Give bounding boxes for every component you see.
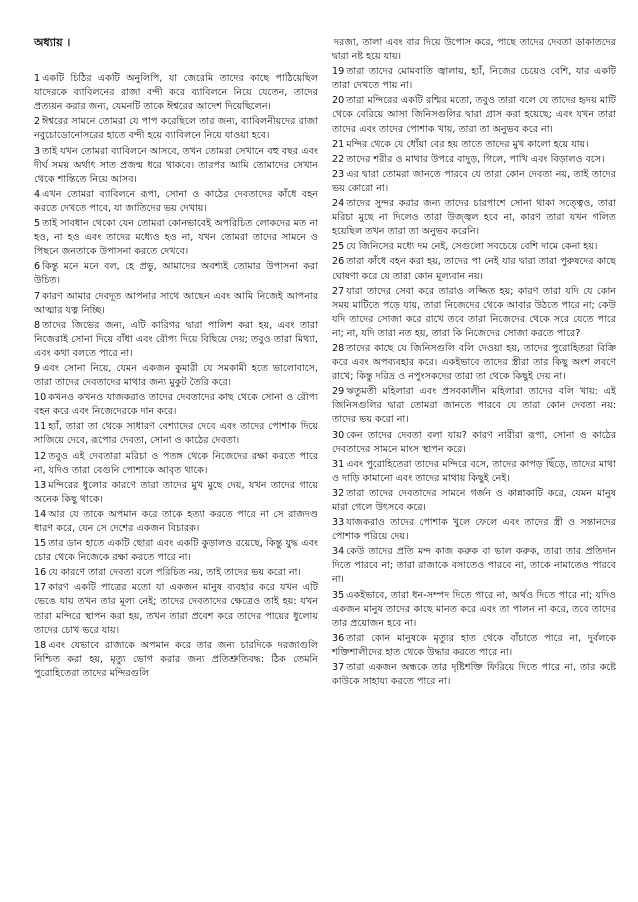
verse-text: হ্যাঁ, তারা তা থেকে সাধারণ বেশ্যাদের দেবে এবং তাদের পোশাক দিয়ে সাজিয়ে দেবে, রূপোর দেবতা, সোনা ও কাঠের দেবতা। bbox=[34, 421, 318, 447]
verse-number: 22 bbox=[332, 153, 345, 165]
verse-text: কারণ একটি পাত্রের মতো যা একজন মানুষ ব্যবহার করে যখন এটি ভেঙে যায় তখন তার মূল্য নেই; তাদের দেবতাদের ক্ষেত্রেও তাই হয়: যখন তারা মন্দিরে স্থাপন করা হয়, তখন তারা প্রবেশ করে তাদের পায়ের ধুলোয় তাদের চোখ ভরে যায়। bbox=[34, 582, 318, 636]
verse-number: 2 bbox=[34, 116, 41, 128]
verse bbox=[332, 285, 616, 341]
verse-text: তারা কাঁধে বহন করা হয়, তাদের পা নেই যার দ্বারা তারা পুরুষদের কাছে ঘোষণা করে যে তারা কোন মূল্যবান নয়। bbox=[332, 256, 616, 282]
verse-text: কারণ আমার দেবদূত আপনার সাথে আছেন এবং আমি নিজেই আপনার আত্মার যত্ন নিচ্ছি। bbox=[34, 290, 318, 316]
verse-text: ঈশ্বরের সামনে তোমরা যে পাপ করেছিলে তার জন্য, ব্যাবিলনীয়দের রাজা নবুচোডোনোসরের হাতে বন্দী হয়ে ব্যাবিলনে নিয়ে যাওয়া হবে। bbox=[34, 116, 318, 142]
verse-text: তাদের জিভের জন্য, এটি কারিগর দ্বারা পালিশ করা হয়, এবং তারা নিজেরাই সোনা দিয়ে বাঁধা এবং রৌপ্য দিয়ে বিছিয়ে দেয়; তবুও তারা মিথ্যা, এবং কথা বলতে পারে না। bbox=[34, 319, 318, 359]
verse bbox=[332, 589, 616, 631]
verse bbox=[332, 240, 616, 254]
verse-text: এবং যেভাবে রাজাকে অপমান করে তার জন্য চারদিকে দরজাগুলি নিশ্চিত করা হয়, মৃত্যু ভোগ করার জন্য প্রতিশ্রুতিবদ্ধ: ঠিক তেমনি পুরোহিতেরা তাদের মন্দিরগুলি bbox=[34, 639, 318, 679]
verse bbox=[332, 138, 616, 152]
left-verse-list bbox=[34, 72, 318, 681]
verse bbox=[34, 319, 318, 361]
verse bbox=[332, 661, 616, 689]
verse-number: 1 bbox=[34, 73, 41, 85]
verse bbox=[332, 487, 616, 515]
verse-number: 25 bbox=[332, 241, 345, 253]
verse-number: 30 bbox=[332, 429, 345, 441]
verse-number: 12 bbox=[34, 450, 47, 462]
verse-number: 7 bbox=[34, 290, 41, 302]
verse-text: তাই সাবধান থেকো যেন তোমরা কোনভাবেই অপরিচিত লোকদের মত না হও, না হও এবং তাদের মধ্যেও হও না, যখন তোমরা তাদের সামনে ও পিছনে জনতাকে উপাসনা করতে দেখবে। bbox=[34, 218, 318, 258]
verse-text: আর যে তাকে অপমান করে তাকে হত্যা করতে পারে না সে রাজদণ্ড ধারণ করে, যেন সে দেশের একজন বিচারক। bbox=[34, 508, 318, 534]
verse-number: 37 bbox=[332, 662, 345, 674]
verse-number: 20 bbox=[332, 95, 345, 107]
verse-number: 16 bbox=[34, 567, 47, 579]
verse-text: তারা তাদের মোমবাতি জ্বালায়, হ্যাঁ, নিজের চেয়েও বেশি, যার একটি তারা দেখতে পায় না। bbox=[332, 66, 616, 92]
verse bbox=[332, 458, 616, 486]
verse bbox=[332, 255, 616, 283]
verse-number: 17 bbox=[34, 582, 47, 594]
verse bbox=[34, 420, 318, 448]
verse bbox=[332, 65, 616, 93]
verse bbox=[34, 581, 318, 637]
verse-text: এর দ্বারা তোমরা জানতে পারবে যে তারা কোন দেবতা নয়, তাই তাদের ভয় কোরো না। bbox=[332, 168, 616, 194]
left-column bbox=[34, 36, 318, 682]
verse bbox=[332, 385, 616, 427]
verse bbox=[34, 290, 318, 318]
verse-number: 34 bbox=[332, 546, 345, 558]
verse-text: যে জিনিসের মধ্যে দম নেই, সেগুলো সবচেয়ে বেশি দামে কেনা হয়। bbox=[346, 241, 598, 253]
verse-number: 28 bbox=[332, 342, 345, 354]
verse-number: 19 bbox=[332, 66, 345, 78]
verse-text: তাদের সুন্দর করার জন্য তাদের চারপাশে সোনা থাকা সত্ত্বেও, তারা মরিচা মুছে না দিলেও তারা উজ্জ্বল হবে না, কারণ তারা যখন গলিত হয়েছিল তখন তারা তা অনুভব করেনি। bbox=[332, 198, 616, 238]
verse-text: তারা মন্দিরের একটি রশ্মির মতো, তবুও তারা বলে যে তাদের হৃদয় মাটি থেকে বেরিয়ে আসা জিনিসগুলির দ্বারা গ্রাস করা হয়েছে; এবং যখন তারা তাদের এবং তাদের পোশাক খায়, তারা তা অনুভব করে না। bbox=[332, 95, 616, 135]
verse bbox=[332, 36, 616, 64]
verse-text: তবুও এই দেবতারা মরিচা ও পতঙ্গ থেকে নিজেদের রক্ষা করতে পারে না, যদিও তারা বেগুনি পোশাকে আবৃত থাকে। bbox=[34, 450, 318, 476]
verse bbox=[34, 537, 318, 565]
verse-text: একটি চিঠির একটি অনুলিপি, যা জেরেমি তাদের কাছে পাঠিয়েছিল যাদেরকে ব্যাবিলনের রাজা বন্দী করে ব্যাবিলনে নিয়ে যেতেন, তাদের প্রত্যয়ন করার জন্য, যেমনটি তাকে ঈশ্বরের আদেশ দিয়েছিলেন। bbox=[34, 73, 318, 113]
verse-text: তাদের কাছে যে জিনিসগুলি বলি দেওয়া হয়, তাদের পুরোহিতরা বিক্রি করে এবং অপব্যবহার করে। একইভাবে তাদের স্ত্রীরা তার কিছু অংশ লবণে রাখে; কিন্তু দরিদ্র ও নপুংসকদের তারা তা থেকে কিছুই দেয় না। bbox=[332, 342, 616, 383]
verse-text: মন্দির থেকে যে ধোঁয়া বের হয় তাতে তাদের মুখ কালো হয়ে যায়। bbox=[346, 138, 589, 150]
verse bbox=[34, 260, 318, 288]
verse-text: তাই যখন তোমরা ব্যাবিলনে আসবে, তখন তোমরা সেখানে বহু বছর এবং দীর্ঘ সময় অর্থাৎ সাত প্রজন্ম ধরে থাকবে। তারপর আমি তোমাদের সেখান থেকে শান্তিতে নিয়ে আসব। bbox=[34, 145, 318, 185]
verse-text: মন্দিরের ধুলোর কারণে তারা তাদের মুখ মুছে দেয়, যখন তাদের গায়ে অনেক কিছু থাকে। bbox=[34, 479, 318, 505]
verse-text: এখন তোমরা ব্যাবিলনে রূপা, সোনা ও কাঠের দেবতাদের কাঁধে বহন করতে দেখতে পাবে, যা জাতিদের ভয় দেখায়। bbox=[34, 188, 318, 214]
verse-text: ঋতুমতী মহিলারা এবং প্রসবকালীন মহিলারা তাদের বলি খায়: এই জিনিসগুলির দ্বারা তোমরা জানতে পারবে যে তারা কোন দেবতা নয়: তাদের ভয় করো না। bbox=[332, 386, 616, 426]
verse-number: 23 bbox=[332, 168, 345, 180]
verse-number: 13 bbox=[34, 479, 47, 491]
verse bbox=[34, 217, 318, 259]
verse-text: এবং পুরোহিতেরা তাদের মন্দিরে বসে, তাদের কাপড় ছিঁড়ে, তাদের মাথা ও দাড়ি কামানো এবং তাদের মাথায় কিছুই নেই। bbox=[332, 458, 616, 484]
verse bbox=[34, 188, 318, 216]
verse bbox=[34, 508, 318, 536]
verse-number: 11 bbox=[34, 421, 47, 433]
verse-text: দরজা, তালা এবং বার দিয়ে উপোস করে, পাছে তাদের দেবতা ডাকাতদের দ্বারা নষ্ট হয়ে যায়। bbox=[332, 37, 616, 63]
verse bbox=[332, 153, 616, 167]
verse bbox=[332, 342, 616, 384]
verse bbox=[34, 479, 318, 507]
verse bbox=[332, 197, 616, 239]
verse bbox=[34, 362, 318, 390]
verse bbox=[34, 72, 318, 114]
verse-number: 27 bbox=[332, 285, 345, 297]
verse-text: কখনও কখনও যাজকরাও তাদের দেবতাদের কাছ থেকে সোনা ও রৌপ্য বহন করে এবং নিজেদেরকে দান করে। bbox=[34, 392, 318, 418]
verse-text: তারা একজন অন্ধকে তার দৃষ্টিশক্তি ফিরিয়ে দিতে পারে না, তার কষ্টে কাউকে সাহায্য করতে পারে না। bbox=[332, 662, 616, 688]
verse-number: 9 bbox=[34, 362, 41, 374]
chapter-heading: অধ্যায় । bbox=[34, 36, 71, 49]
verse bbox=[332, 168, 616, 196]
verse-number: 32 bbox=[332, 487, 345, 499]
verse-number: 31 bbox=[332, 458, 345, 470]
verse-text: তারা তাদের দেবতাদের সামনে গর্জন ও কান্নাকাটি করে, যেমন মানুষ মারা গেলে উৎসবে করে। bbox=[332, 487, 616, 513]
verse-text: কিন্তু মনে মনে বল, হে প্রভু, আমাদের অবশ্যই তোমার উপাসনা করা উচিত। bbox=[34, 261, 318, 287]
verse bbox=[34, 566, 318, 580]
verse-number: 4 bbox=[34, 188, 41, 200]
verse-number: 35 bbox=[332, 589, 345, 601]
verse-number: 24 bbox=[332, 198, 345, 210]
verse-text: কেউ তাদের প্রতি মন্দ কাজ করুক বা ভাল করুক, তারা তার প্রতিদান দিতে পারবে না; তারা রাজাকে বসাতেও পারবে না, তাকে নামাতেও পারবে না। bbox=[332, 546, 616, 586]
verse bbox=[332, 545, 616, 587]
verse-text: যারা তাদের সেবা করে তারাও লজ্জিত হয়; কারণ তারা যদি যে কোন সময় মাটিতে পড়ে যায়, তারা নিজেদের থেকে আবার উঠতে পারে না; কেউ যদি তাদের সোজা করে রাখে তবে তারা নিজেদের থেকে সরে যেতে পারে না; না, যদি তারা নত হয়, তারা কি নিজেদের সোজা করতে পারে? bbox=[332, 285, 616, 339]
verse bbox=[332, 632, 616, 660]
right-verse-list bbox=[332, 36, 616, 689]
verse-text: যাজকরাও তাদের পোশাক খুলে ফেলে এবং তাদের স্ত্রী ও সন্তানদের পোশাক পরিয়ে দেয়। bbox=[332, 517, 616, 543]
verse-number: 14 bbox=[34, 508, 47, 520]
verse-text: তারা কোন মানুষকে মৃত্যুর হাত থেকে বাঁচাতে পারে না, দুর্বলকে শক্তিশালীদের হাত থেকে উদ্ধার করতে পারে না। bbox=[332, 632, 616, 658]
verse-number: 33 bbox=[332, 517, 345, 529]
verse-text: এবং সোনা নিয়ে, যেমন একজন কুমারী যে সমকামী হতে ভালোবাসে, তারা তাদের দেবতাদের মাথার জন্য মুকুট তৈরি করে। bbox=[34, 362, 318, 389]
verse bbox=[332, 516, 616, 544]
verse bbox=[34, 145, 318, 187]
verse bbox=[34, 115, 318, 143]
verse-number: 3 bbox=[34, 145, 41, 157]
verse-number: 29 bbox=[332, 386, 345, 398]
verse-text: যে কারণে তারা দেবতা বলে পরিচিত নয়, তাই তাদের ভয় করো না। bbox=[48, 567, 301, 579]
verse bbox=[332, 429, 616, 457]
verse-number: 8 bbox=[34, 319, 41, 331]
verse-number: 15 bbox=[34, 538, 47, 550]
verse bbox=[34, 639, 318, 681]
verse bbox=[34, 391, 318, 419]
right-column bbox=[332, 36, 616, 690]
verse-text: তার ডান হাতে একটি ছোরা এবং একটি কুড়ালও রয়েছে, কিন্তু যুদ্ধ এবং চোর থেকে নিজেকে রক্ষা করতে পারে না। bbox=[34, 538, 318, 564]
verse-text: একইভাবে, তারা ধন-সম্পদ দিতে পারে না, অর্থও দিতে পারে না; যদিও একজন মানুষ তাদের কাছে মানত করে এবং তা পালন না করে, তবে তাদের তার প্রয়োজন হবে না। bbox=[332, 589, 616, 629]
verse-number: 10 bbox=[34, 392, 47, 404]
verse-number: 36 bbox=[332, 632, 345, 644]
verse-number: 6 bbox=[34, 261, 41, 273]
verse bbox=[34, 450, 318, 478]
verse-number: 5 bbox=[34, 218, 41, 230]
verse-text: কেন তাদের দেবতা বলা যায়? কারণ নারীরা রূপা, সোনা ও কাঠের দেবতাদের সামনে মাংস স্থাপন করে। bbox=[332, 429, 616, 455]
verse-text: তাদের শরীর ও মাথার উপরে বাদুড়, গিলে, পাখি এবং বিড়ালও বসে। bbox=[346, 153, 605, 165]
verse bbox=[332, 94, 616, 136]
verse-number: 18 bbox=[34, 639, 47, 651]
verse-number: 21 bbox=[332, 138, 345, 150]
verse-number: 26 bbox=[332, 256, 345, 268]
